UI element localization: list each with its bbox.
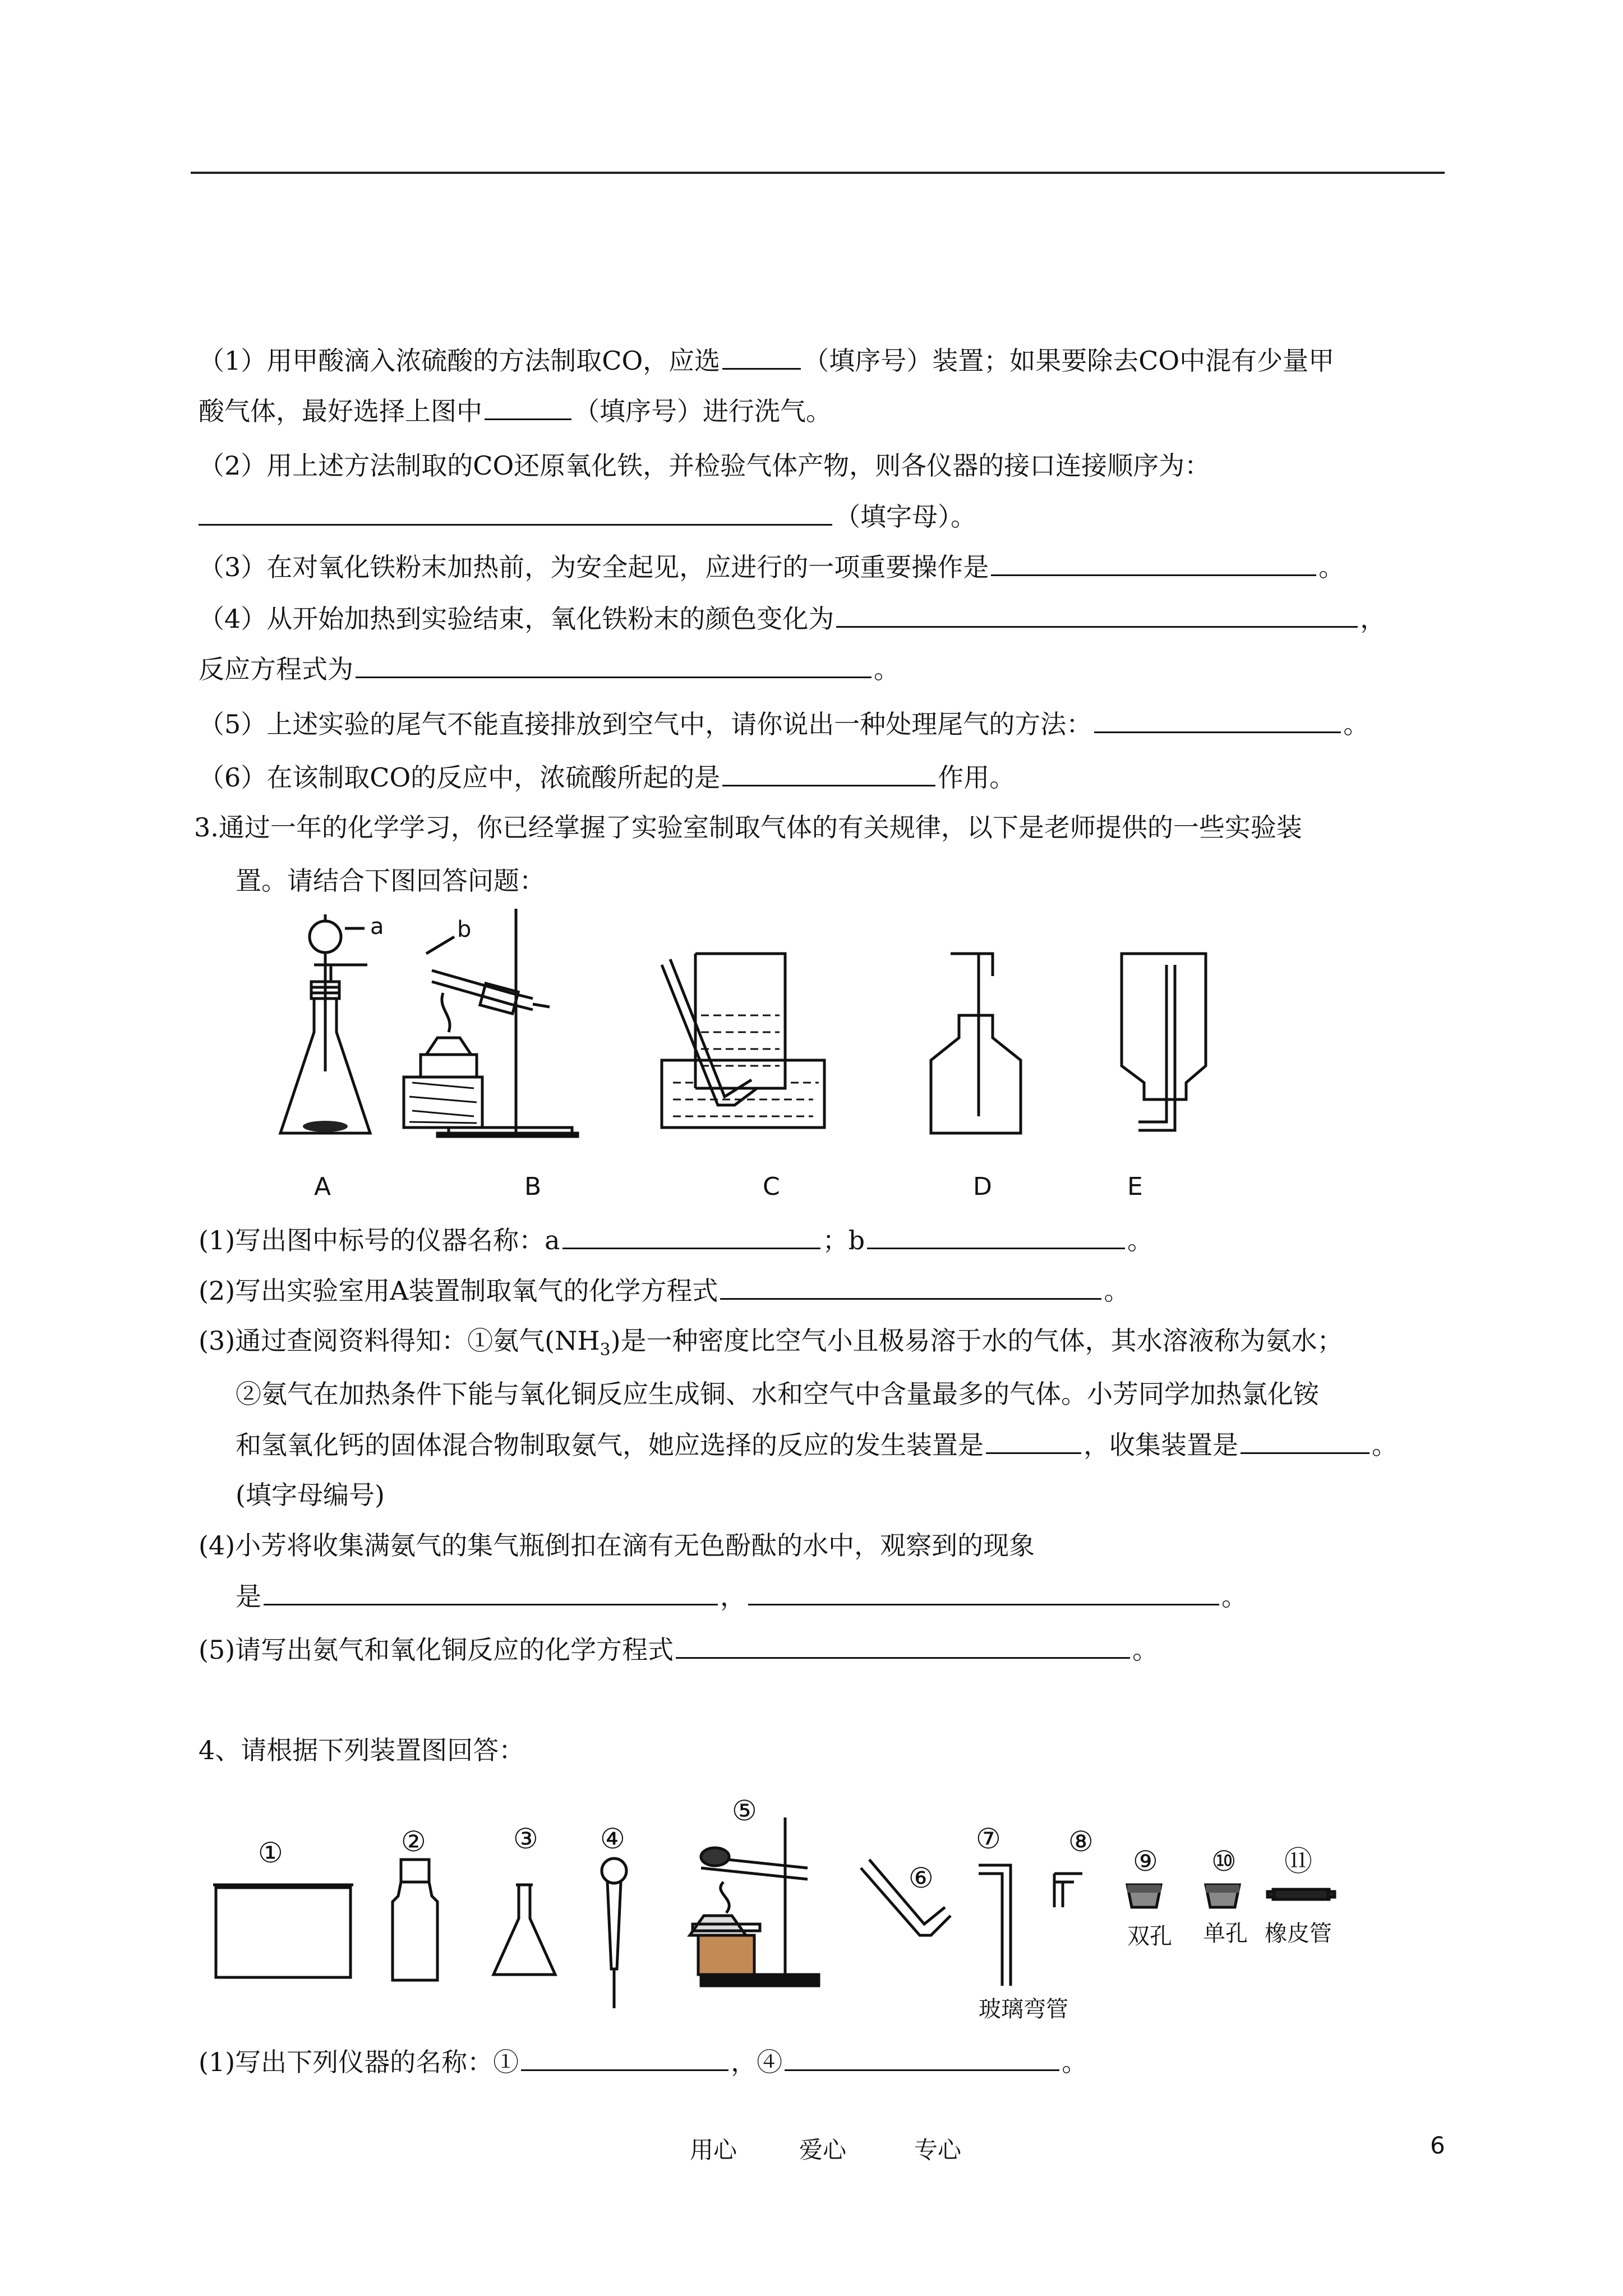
label-rubber-tube: 橡皮管 xyxy=(1265,1921,1332,1947)
label-single-hole: 单孔 xyxy=(1203,1921,1248,1947)
num-1: ① xyxy=(258,1837,283,1869)
text: （1）用甲酸滴入浓硫酸的方法制取CO，应选 xyxy=(199,346,721,376)
text: （填字母）。 xyxy=(834,501,976,532)
text: ，④ xyxy=(731,2047,783,2077)
answer-blank[interactable] xyxy=(521,2045,728,2071)
text: 。 xyxy=(1132,1635,1159,1665)
apparatus-e-icon xyxy=(1122,954,1206,1130)
l-glass-tube-long-icon xyxy=(979,1865,1011,1986)
text: ， xyxy=(1360,604,1386,634)
answer-blank[interactable] xyxy=(199,499,832,526)
q2-part1-line2 xyxy=(199,394,832,428)
num-10: ⑩ xyxy=(1211,1845,1237,1878)
header-rule xyxy=(191,172,1445,174)
q2-part2-line1 xyxy=(199,449,1210,482)
text: (2)写出实验室用A装置制取氧气的化学方程式 xyxy=(199,1276,718,1306)
q3-part4-line1 xyxy=(199,1529,1035,1562)
text: (填字母编号) xyxy=(236,1480,385,1510)
figure-label-c: C xyxy=(763,1172,780,1201)
apparatus-a-icon xyxy=(280,914,370,1133)
marker-b-label: b xyxy=(457,917,472,942)
footer-motto-1: 用心 xyxy=(690,2136,737,2164)
text: 。 xyxy=(874,654,900,684)
text: （5）上述实验的尾气不能直接排放到空气中，请你说出一种处理尾气的方法： xyxy=(199,709,1092,739)
text: 是 xyxy=(236,1581,261,1612)
text: )是一种密度比空气小且极易溶于水的气体，其水溶液称为氨水； xyxy=(610,1326,1343,1356)
text: （3）在对氧化铁粉末加热前，为安全起见，应进行的一项重要操作是 xyxy=(199,552,989,582)
figure-label-b: B xyxy=(524,1172,542,1201)
text: ， xyxy=(720,1581,746,1612)
text: ，收集装置是 xyxy=(1083,1430,1238,1460)
text: (4)小芳将收集满氨气的集气瓶倒扣在滴有无色酚酞的水中，观察到的现象 xyxy=(199,1530,1035,1561)
text: (5)请写出氨气和氧化铜反应的化学方程式 xyxy=(199,1635,674,1665)
num-6: ⑥ xyxy=(909,1862,934,1894)
q3-part3-line2 xyxy=(236,1377,1319,1411)
subscript: 3 xyxy=(600,1340,611,1360)
text: （4）从开始加热到实验结束，氧化铁粉末的颜色变化为 xyxy=(199,604,834,634)
q2-part1-line1 xyxy=(199,343,1334,378)
text: 酸气体，最好选择上图中 xyxy=(199,396,482,426)
q3-part3-line1 xyxy=(199,1324,1343,1367)
text: 置。请结合下图回答问题： xyxy=(236,866,545,896)
q4-intro xyxy=(199,1733,524,1767)
trough-icon xyxy=(213,1885,353,1977)
apparatus-c-icon xyxy=(662,954,824,1128)
conical-flask-icon xyxy=(494,1885,555,1975)
q2-part2-line2 xyxy=(199,499,976,533)
q3-part5 xyxy=(199,1632,1158,1667)
label-glass-tube: 玻璃弯管 xyxy=(979,1996,1068,2022)
text: ②氨气在加热条件下能与氧化铜反应生成铜、水和空气中含量最多的气体。小芳同学加热氯化铵 xyxy=(236,1379,1319,1409)
answer-blank[interactable] xyxy=(722,760,935,786)
answer-blank[interactable] xyxy=(1241,1428,1370,1454)
num-5: ⑤ xyxy=(732,1795,757,1827)
num-2: ② xyxy=(401,1825,426,1858)
text: 。 xyxy=(1318,552,1345,582)
heating-apparatus-icon xyxy=(690,1818,819,1986)
text: 。 xyxy=(1062,2047,1088,2077)
q4-part1 xyxy=(199,2045,1087,2079)
apparatus-b-icon xyxy=(404,909,578,1137)
text: （填序号）装置；如果要除去CO中混有少量甲 xyxy=(803,346,1335,376)
text: （2）用上述方法制取的CO还原氧化铁，并检验气体产物，则各仪器的接口连接顺序为： xyxy=(199,450,1211,481)
q2-part5 xyxy=(199,707,1369,741)
text: ；b xyxy=(822,1225,865,1255)
answer-blank[interactable] xyxy=(485,394,571,420)
q2-part4-line1 xyxy=(199,601,1386,636)
q3-part3-line3 xyxy=(236,1428,1398,1462)
dropper-icon xyxy=(602,1858,626,2008)
q3-intro-line1 xyxy=(194,811,1302,844)
num-9: ⑨ xyxy=(1133,1845,1158,1878)
footer-motto-3: 专心 xyxy=(914,2136,962,2164)
text: 3.通过一年的化学学习，你已经掌握了实验室制取气体的有关规律，以下是老师提供的一些实验装 xyxy=(194,812,1302,843)
q2-part4-line2 xyxy=(199,652,900,686)
q3-part3-line4 xyxy=(236,1478,385,1512)
footer-motto-2: 爱心 xyxy=(799,2136,847,2164)
answer-blank[interactable] xyxy=(785,2045,1059,2071)
text: 。 xyxy=(1343,709,1370,739)
figure-label-d: D xyxy=(973,1172,992,1201)
text: 。 xyxy=(1372,1430,1398,1460)
text: (3)通过查阅资料得知：①氨气(NH xyxy=(199,1326,600,1356)
answer-blank[interactable] xyxy=(720,1273,1101,1300)
text: (1)写出图中标号的仪器名称：a xyxy=(199,1225,560,1255)
num-7: ⑦ xyxy=(976,1823,1001,1855)
answer-blank[interactable] xyxy=(264,1579,718,1605)
l-glass-tube-short-icon xyxy=(1054,1874,1082,1907)
label-double-hole: 双孔 xyxy=(1127,1924,1172,1949)
marker-a-label: a xyxy=(370,914,384,940)
text: 。 xyxy=(1104,1276,1130,1306)
num-4: ④ xyxy=(600,1823,625,1855)
apparatus-d-icon xyxy=(931,954,1021,1133)
gas-bottle-icon xyxy=(393,1860,437,1980)
text: 反应方程式为 xyxy=(199,654,353,684)
num-11: ⑪ xyxy=(1284,1845,1312,1878)
answer-blank[interactable] xyxy=(722,343,801,370)
q2-part3 xyxy=(199,550,1344,584)
answer-blank[interactable] xyxy=(676,1632,1130,1659)
num-3: ③ xyxy=(513,1823,538,1855)
text: 4、请根据下列装置图回答： xyxy=(199,1735,525,1765)
q3-part4-line2 xyxy=(236,1579,1247,1613)
double-hole-stopper-icon xyxy=(1127,1885,1161,1907)
text: （填序号）进行洗气。 xyxy=(574,396,832,426)
q4-apparatus-figure xyxy=(208,1795,1402,2031)
q3-part1 xyxy=(199,1223,1153,1257)
text: 和氢氧化钙的固体混合物制取氨气，她应选择的反应的发生装置是 xyxy=(236,1430,984,1460)
page-number: 6 xyxy=(1430,2132,1445,2159)
rubber-tube-icon xyxy=(1267,1889,1335,1899)
q2-part6 xyxy=(199,760,1015,794)
answer-blank[interactable] xyxy=(836,601,1358,628)
q3-intro-line2 xyxy=(236,864,545,898)
figure-label-e: E xyxy=(1127,1172,1143,1201)
text: (1)写出下列仪器的名称：① xyxy=(199,2047,519,2077)
text: 。 xyxy=(1221,1581,1247,1612)
answer-blank[interactable] xyxy=(867,1223,1125,1249)
q3-part2 xyxy=(199,1273,1129,1308)
text: （6）在该制取CO的反应中，浓硫酸所起的是 xyxy=(199,762,721,793)
text: 作用。 xyxy=(938,762,1016,793)
text: 。 xyxy=(1127,1225,1154,1255)
answer-blank[interactable] xyxy=(562,1223,820,1249)
answer-blank[interactable] xyxy=(356,652,872,678)
answer-blank[interactable] xyxy=(986,1428,1081,1454)
q3-apparatus-figure xyxy=(269,903,1234,1217)
v-glass-tube-icon xyxy=(861,1860,951,1935)
answer-blank[interactable] xyxy=(748,1579,1219,1605)
figure-label-a: A xyxy=(314,1172,331,1201)
single-hole-stopper-icon xyxy=(1206,1885,1239,1907)
answer-blank[interactable] xyxy=(1094,707,1341,733)
answer-blank[interactable] xyxy=(991,550,1316,576)
num-8: ⑧ xyxy=(1068,1825,1094,1858)
